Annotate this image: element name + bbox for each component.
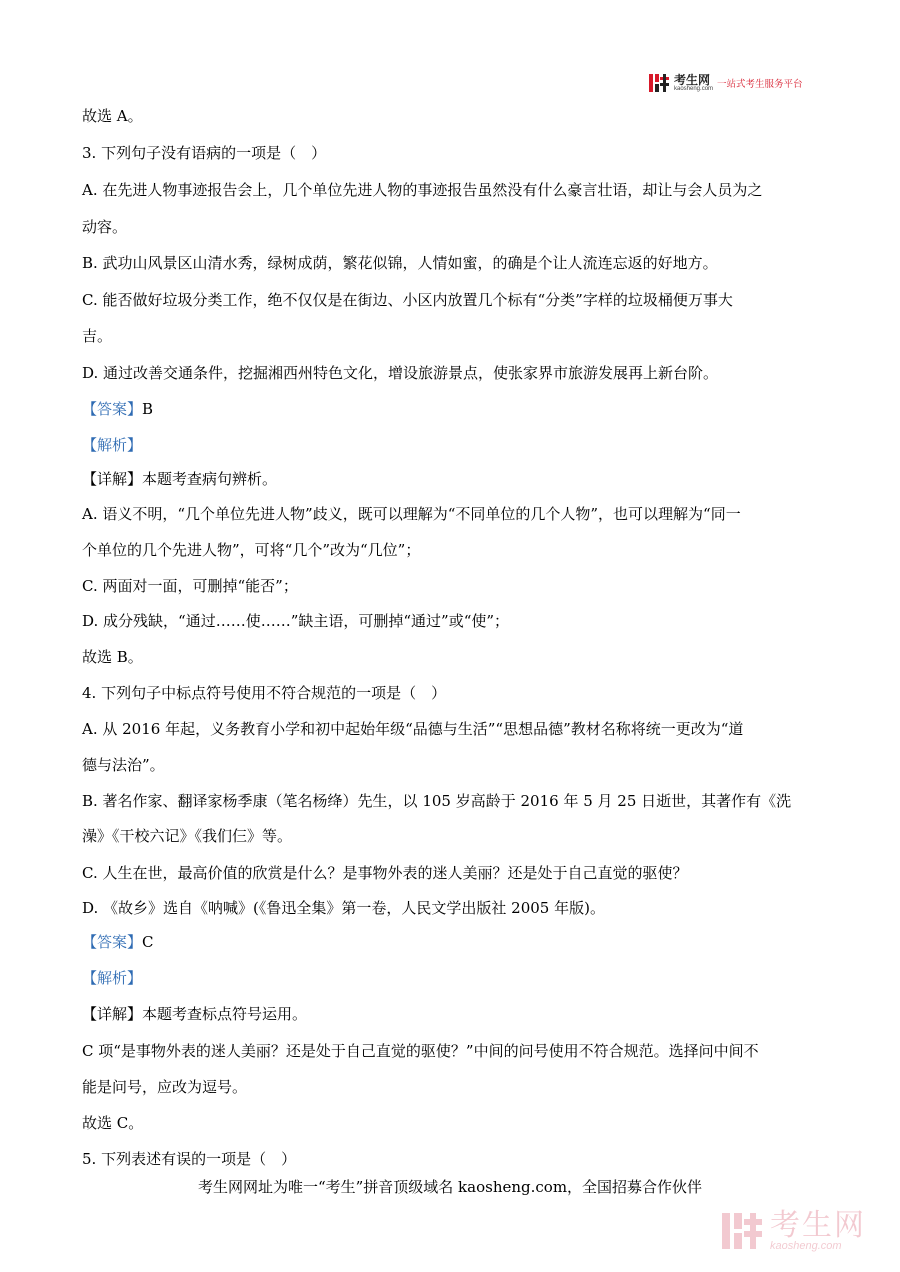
text-line: A. 语义不明，“几个单位先进人物”歧义，既可以理解为“不同单位的几个人物”，也可以理解为“同一 bbox=[82, 505, 741, 523]
analysis-heading: 【解析】 bbox=[82, 436, 143, 454]
text-line: 故选 C。 bbox=[82, 1114, 144, 1132]
text-line: 【详解】本题考查病句辨析。 bbox=[82, 470, 278, 488]
logo-name: 考生网 bbox=[674, 73, 711, 87]
kaosheng-logo-icon bbox=[648, 72, 670, 94]
text-line: B. 著名作家、翻译家杨季康（笔名杨绛）先生，以 105 岁高龄于 2016 年 5 月 25 日逝世，其著作有《洗 bbox=[82, 792, 792, 810]
text-line: 4. 下列句子中标点符号使用不符合规范的一项是（ ） bbox=[82, 684, 447, 702]
text-line: 能是问号，应改为逗号。 bbox=[82, 1078, 248, 1096]
watermark bbox=[720, 1205, 890, 1257]
answer-line bbox=[82, 932, 154, 952]
logo-slogan: 一站式考生服务平台 bbox=[717, 79, 803, 90]
text-line: 德与法治”。 bbox=[82, 756, 165, 774]
text-line: A. 从 2016 年起，义务教育小学和初中起始年级“品德与生活”“思想品德”教材名称将统一更改为“道 bbox=[82, 720, 744, 738]
answer-value: B bbox=[142, 400, 154, 418]
text-line: B. 武功山风景区山清水秀，绿树成荫，繁花似锦，人情如蜜，的确是个让人流连忘返的好地方。 bbox=[82, 254, 718, 272]
text-line: C 项“是事物外表的迷人美丽？还是处于自己直觉的驱使？”中间的问号使用不符合规范。选择问中间不 bbox=[82, 1042, 759, 1060]
text-line: 动容。 bbox=[82, 218, 128, 236]
text-line: C. 人生在世，最高价值的欣赏是什么？是事物外表的迷人美丽？还是处于自己直觉的驱使？ bbox=[82, 864, 688, 882]
watermark-domain: kaosheng.com bbox=[770, 1239, 842, 1252]
watermark-logo-icon bbox=[720, 1209, 764, 1253]
text-line: 故选 B。 bbox=[82, 648, 143, 666]
answer-label: 【答案】 bbox=[82, 400, 143, 418]
logo-domain: kaosheng.com bbox=[674, 86, 714, 92]
header-logo bbox=[648, 70, 828, 96]
text-line: 个单位的几个先进人物”，可将“几个”改为“几位”； bbox=[82, 541, 421, 559]
text-line: D. 成分残缺，“通过……使……”缺主语，可删掉“通过”或“使”； bbox=[82, 612, 510, 630]
watermark-name: 考生网 bbox=[770, 1207, 866, 1243]
text-line: 吉。 bbox=[82, 327, 113, 345]
answer-value: C bbox=[142, 933, 154, 951]
text-line: C. 能否做好垃圾分类工作，绝不仅仅是在街边、小区内放置几个标有“分类”字样的垃圾桶便万事大 bbox=[82, 291, 733, 309]
text-line: D. 通过改善交通条件，挖掘湘西州特色文化，增设旅游景点，使张家界市旅游发展再上新台阶。 bbox=[82, 364, 719, 382]
text-line: D. 《故乡》选自《呐喊》(《鲁迅全集》第一卷，人民文学出版社 2005 年版)。 bbox=[82, 899, 605, 917]
answer-label: 【答案】 bbox=[82, 933, 143, 951]
text-line: 【详解】本题考查标点符号运用。 bbox=[82, 1005, 308, 1023]
text-line: 5. 下列表述有误的一项是（ ） bbox=[82, 1150, 297, 1168]
footer-text: 考生网网址为唯一“考生”拼音顶级域名 kaosheng.com，全国招募合作伙伴 bbox=[197, 1178, 703, 1196]
text-line: 3. 下列句子没有语病的一项是（ ） bbox=[82, 144, 327, 162]
analysis-heading: 【解析】 bbox=[82, 969, 143, 987]
text-line: C. 两面对一面，可删掉“能否”； bbox=[82, 577, 298, 595]
answer-line bbox=[82, 399, 153, 419]
text-line: 故选 A。 bbox=[82, 107, 143, 125]
text-line: 澡》《干校六记》《我们仨》等。 bbox=[82, 827, 293, 845]
text-line: A. 在先进人物事迹报告会上，几个单位先进人物的事迹报告虽然没有什么豪言壮语，却让与会人员为之 bbox=[82, 181, 763, 199]
